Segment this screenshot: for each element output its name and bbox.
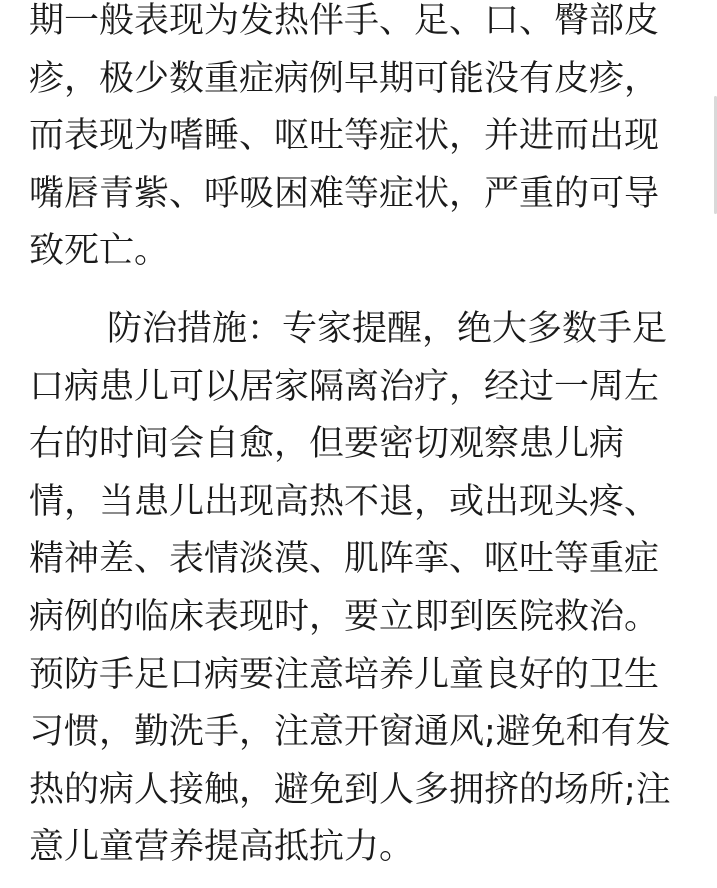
- text-line: 习惯，勤洗手，注意开窗通风;避免和有发: [29, 712, 671, 753]
- text-line: 疹，极少数重症病例早期可能没有皮疹，: [29, 58, 660, 99]
- text-line: 致死亡。: [29, 231, 170, 272]
- text-line: 而表现为嗜睡、呕吐等症状，并进而出现: [29, 116, 660, 157]
- text-line: 意儿童营养提高抵抗力。: [29, 827, 415, 868]
- text-line: 期一般表现为发热伴手、足、口、臀部皮: [29, 1, 660, 41]
- text-line: 预防手足口病要注意培养儿童良好的卫生: [29, 654, 660, 695]
- text-line: 嘴唇青紫、呼吸困难等症状，严重的可导: [29, 173, 660, 214]
- text-line: 防治措施：专家提醒，绝大多数手足: [107, 308, 668, 349]
- text-line: 热的病人接触，避免到人多拥挤的场所;注: [29, 769, 671, 810]
- text-line: 精神差、表情淡漠、肌阵挛、呕吐等重症: [29, 539, 660, 580]
- text-line: 病例的临床表现时，要立即到医院救治。: [29, 596, 660, 637]
- text-line: 情，当患儿出现高热不退，或出现头疼、: [29, 481, 660, 522]
- paragraph-symptoms: [29, 0, 701, 272]
- text-line: 口病患儿可以居家隔离治疗，经过一周左: [29, 366, 660, 407]
- article-body: [29, 0, 701, 888]
- paragraph-prevention: [29, 292, 701, 868]
- text-line: 右的时间会自愈，但要密切观察患儿病: [29, 424, 625, 465]
